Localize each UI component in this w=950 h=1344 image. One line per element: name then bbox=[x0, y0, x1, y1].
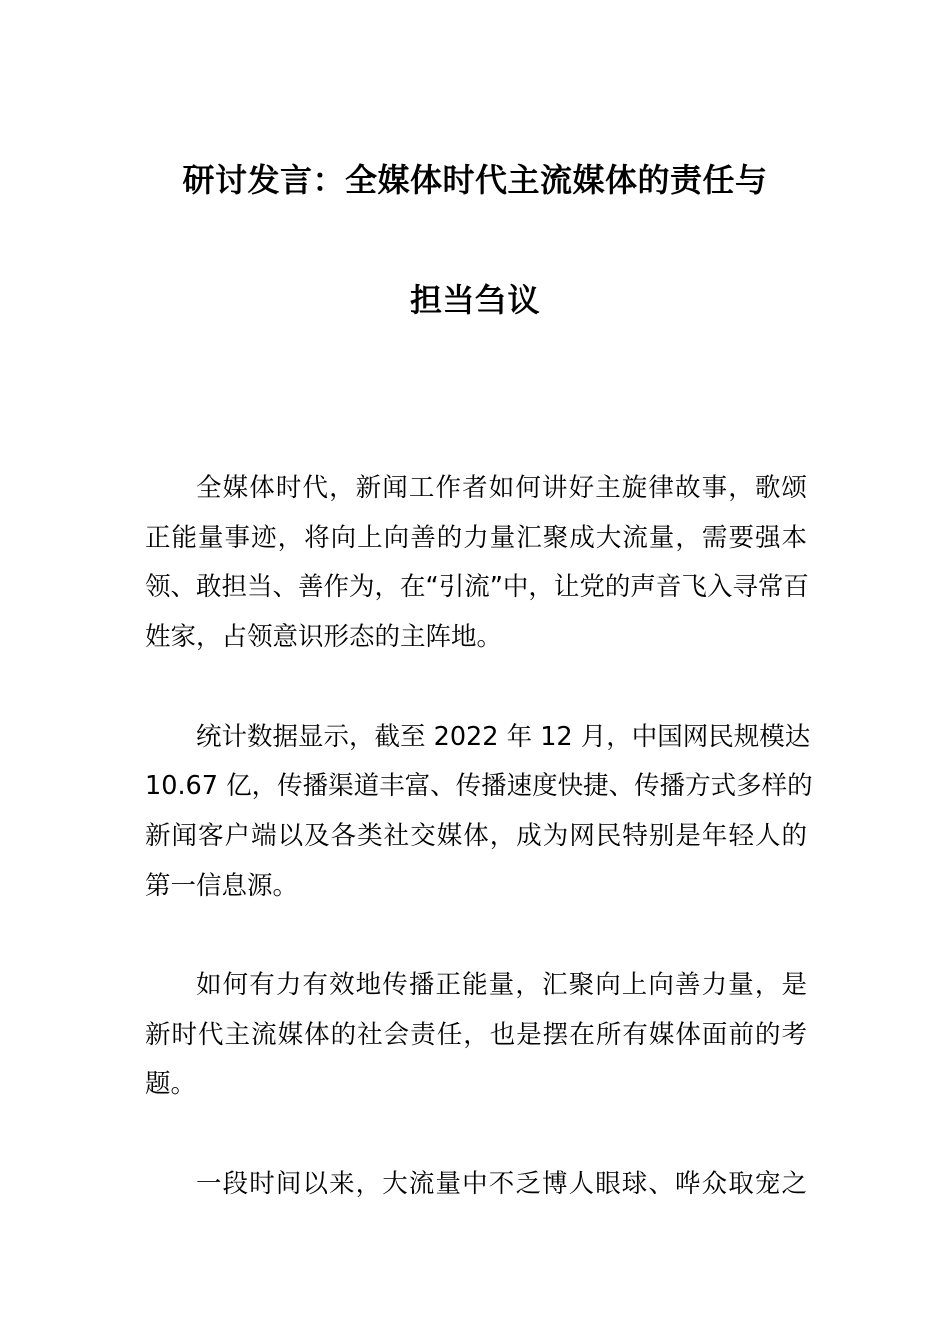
document-title-line-1: 研讨发言：全媒体时代主流媒体的责任与 bbox=[182, 161, 768, 199]
paragraph-2-line-2: 10.67 亿，传播渠道丰富、传播速度快捷、传播方式多样的 bbox=[145, 771, 813, 801]
paragraph-1-line-1: 全媒体时代，新闻工作者如何讲好主旋律故事，歌颂 bbox=[196, 473, 807, 503]
paragraph-2-line-3: 新闻客户端以及各类社交媒体，成为网民特别是年轻人的 bbox=[145, 821, 807, 851]
paragraph-1-line-2: 正能量事迹，将向上向善的力量汇聚成大流量，需要强本 bbox=[145, 523, 807, 553]
paragraph-2-line-4: 第一信息源。 bbox=[145, 871, 299, 901]
document-title-line-2: 担当刍议 bbox=[409, 281, 540, 319]
paragraph-2-line-1: 统计数据显示，截至 2022 年 12 月，中国网民规模达 bbox=[196, 722, 811, 752]
paragraph-3-line-3: 题。 bbox=[145, 1069, 197, 1099]
paragraph-1-line-3: 领、敢担当、善作为，在“引流”中，让党的声音飞入寻常百 bbox=[145, 572, 809, 602]
paragraph-3-line-1: 如何有力有效地传播正能量，汇聚向上向善力量，是 bbox=[196, 970, 807, 1000]
paragraph-1-line-4: 姓家，占领意识形态的主阵地。 bbox=[145, 622, 503, 652]
paragraph-3-line-2: 新时代主流媒体的社会责任，也是摆在所有媒体面前的考 bbox=[145, 1020, 807, 1050]
paragraph-4-line-1: 一段时间以来，大流量中不乏博人眼球、哗众取宠之 bbox=[196, 1169, 807, 1199]
